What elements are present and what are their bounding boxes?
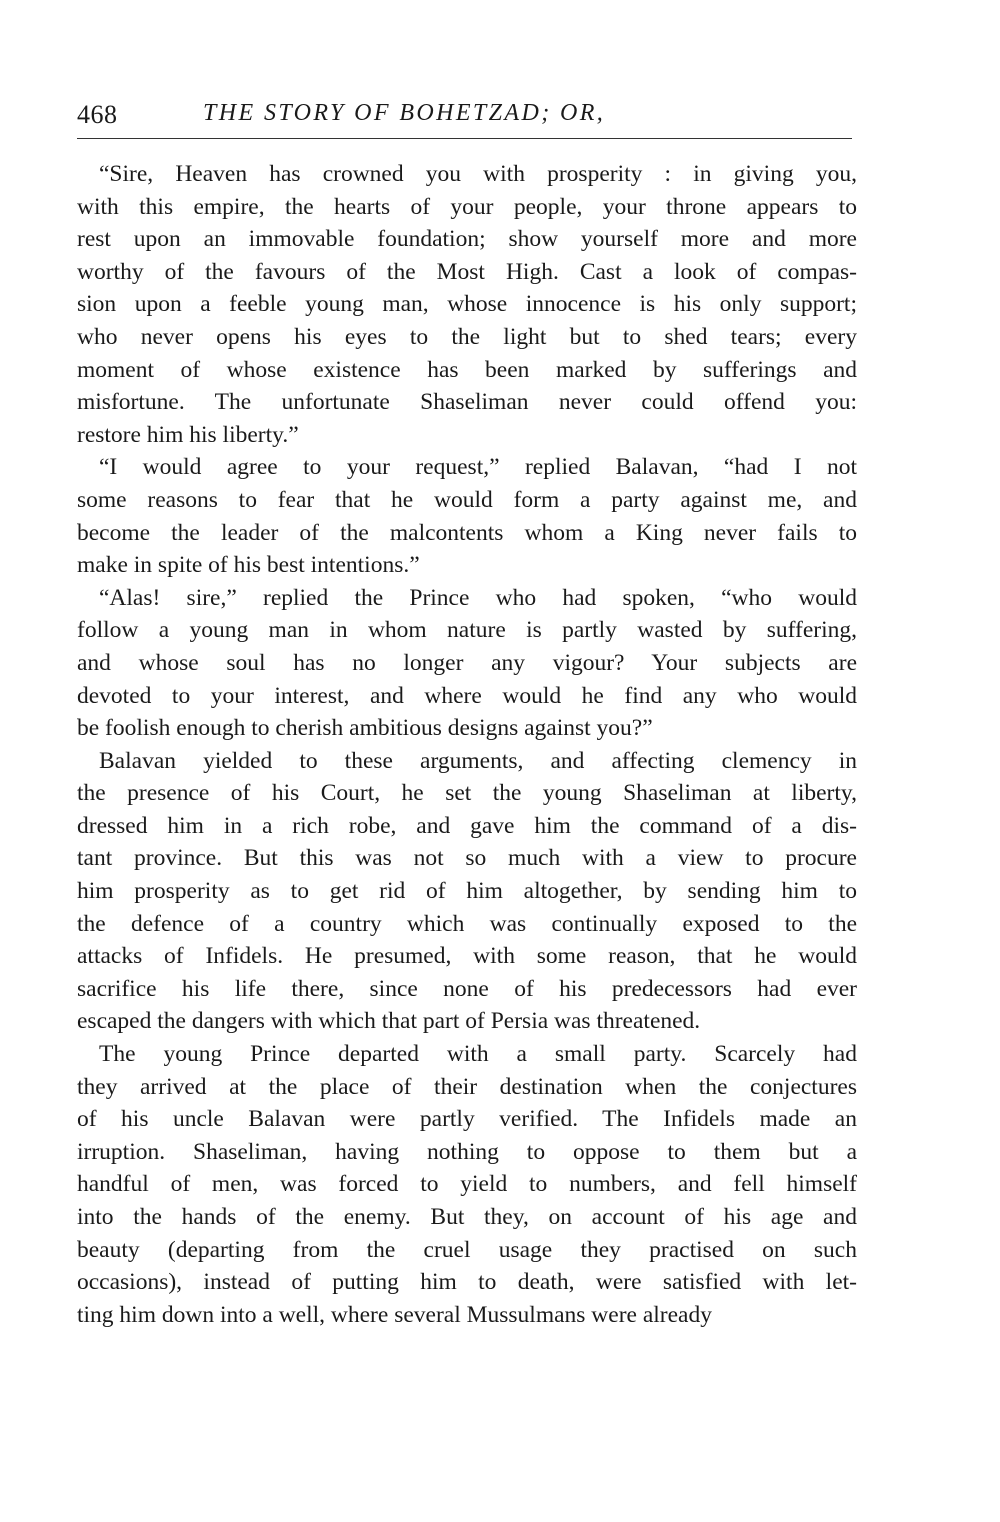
text-line: handful of men, was forced to yield to numbers, and fell himself — [77, 1171, 857, 1198]
text-line: irruption. Shaseliman, having nothing to oppose to them but a — [77, 1138, 857, 1165]
text-line: who never opens his eyes to the light but to shed tears; every — [77, 323, 857, 350]
text-line: and whose soul has no longer any vigour? Your subjects are — [77, 649, 857, 676]
text-line: misfortune. The unfortunate Shaseliman never could offend you: — [77, 389, 857, 416]
text-line: be foolish enough to cherish ambitious designs against you?” — [77, 715, 653, 742]
page-number: 468 — [77, 100, 118, 129]
paragraph — [77, 158, 857, 451]
text-line: make in spite of his best intentions.” — [77, 552, 420, 579]
text-line: The young Prince departed with a small party. Scarcely had — [99, 1041, 857, 1068]
text-line: with this empire, the hearts of your people, your throne appears to — [77, 193, 857, 220]
text-line: the defence of a country which was continually exposed to the — [77, 910, 857, 937]
running-title: THE STORY OF BOHETZAD; OR, — [203, 100, 606, 126]
text-line: escaped the dangers with which that part of Persia was threatened. — [77, 1008, 701, 1035]
header-rule — [77, 138, 852, 139]
paragraph — [77, 451, 857, 581]
text-line: become the leader of the malcontents whom a King never fails to — [77, 519, 857, 546]
text-line: follow a young man in whom nature is partly wasted by suffering, — [77, 617, 857, 644]
text-line: Balavan yielded to these arguments, and affecting clemency in — [99, 747, 857, 774]
paragraph — [77, 1038, 857, 1331]
text-line: tant province. But this was not so much with a view to procure — [77, 845, 857, 872]
text-line: attacks of Infidels. He presumed, with some reason, that he would — [77, 943, 857, 970]
text-line: sion upon a feeble young man, whose innocence is his only support; — [77, 291, 857, 318]
text-line: moment of whose existence has been marked by sufferings and — [77, 356, 857, 383]
text-line: occasions), instead of putting him to death, were satisfied with let- — [77, 1269, 857, 1296]
text-line: ting him down into a well, where several Mussulmans were already — [77, 1301, 712, 1328]
text-line: “Alas! sire,” replied the Prince who had spoken, “who would — [99, 584, 857, 611]
text-line: rest upon an immovable foundation; show yourself more and more — [77, 226, 857, 253]
text-line: of his uncle Balavan were partly verified. The Infidels made an — [77, 1106, 857, 1133]
text-line: devoted to your interest, and where would he find any who would — [77, 682, 857, 709]
text-line: restore him his liberty.” — [77, 421, 299, 448]
text-line: “I would agree to your request,” replied Balavan, “had I not — [99, 454, 857, 481]
text-line: him prosperity as to get rid of him altogether, by sending him to — [77, 878, 857, 905]
text-line: “Sire, Heaven has crowned you with prosperity : in giving you, — [99, 161, 857, 187]
paragraph — [77, 582, 857, 745]
running-head — [77, 92, 857, 132]
text-line: beauty (departing from the cruel usage they practised on such — [77, 1236, 857, 1263]
body-text — [77, 158, 857, 1331]
text-line: sacrifice his life there, since none of his predecessors had ever — [77, 975, 857, 1002]
text-line: into the hands of the enemy. But they, on account of his age and — [77, 1204, 857, 1230]
paragraph — [77, 745, 857, 1038]
text-line: worthy of the favours of the Most High. Cast a look of compas- — [77, 258, 857, 285]
text-line: the presence of his Court, he set the young Shaseliman at liberty, — [77, 780, 857, 807]
text-line: they arrived at the place of their destination when the conjectures — [77, 1073, 857, 1100]
text-line: dressed him in a rich robe, and gave him the command of a dis- — [77, 812, 857, 839]
text-line: some reasons to fear that he would form a party against me, and — [77, 486, 857, 513]
